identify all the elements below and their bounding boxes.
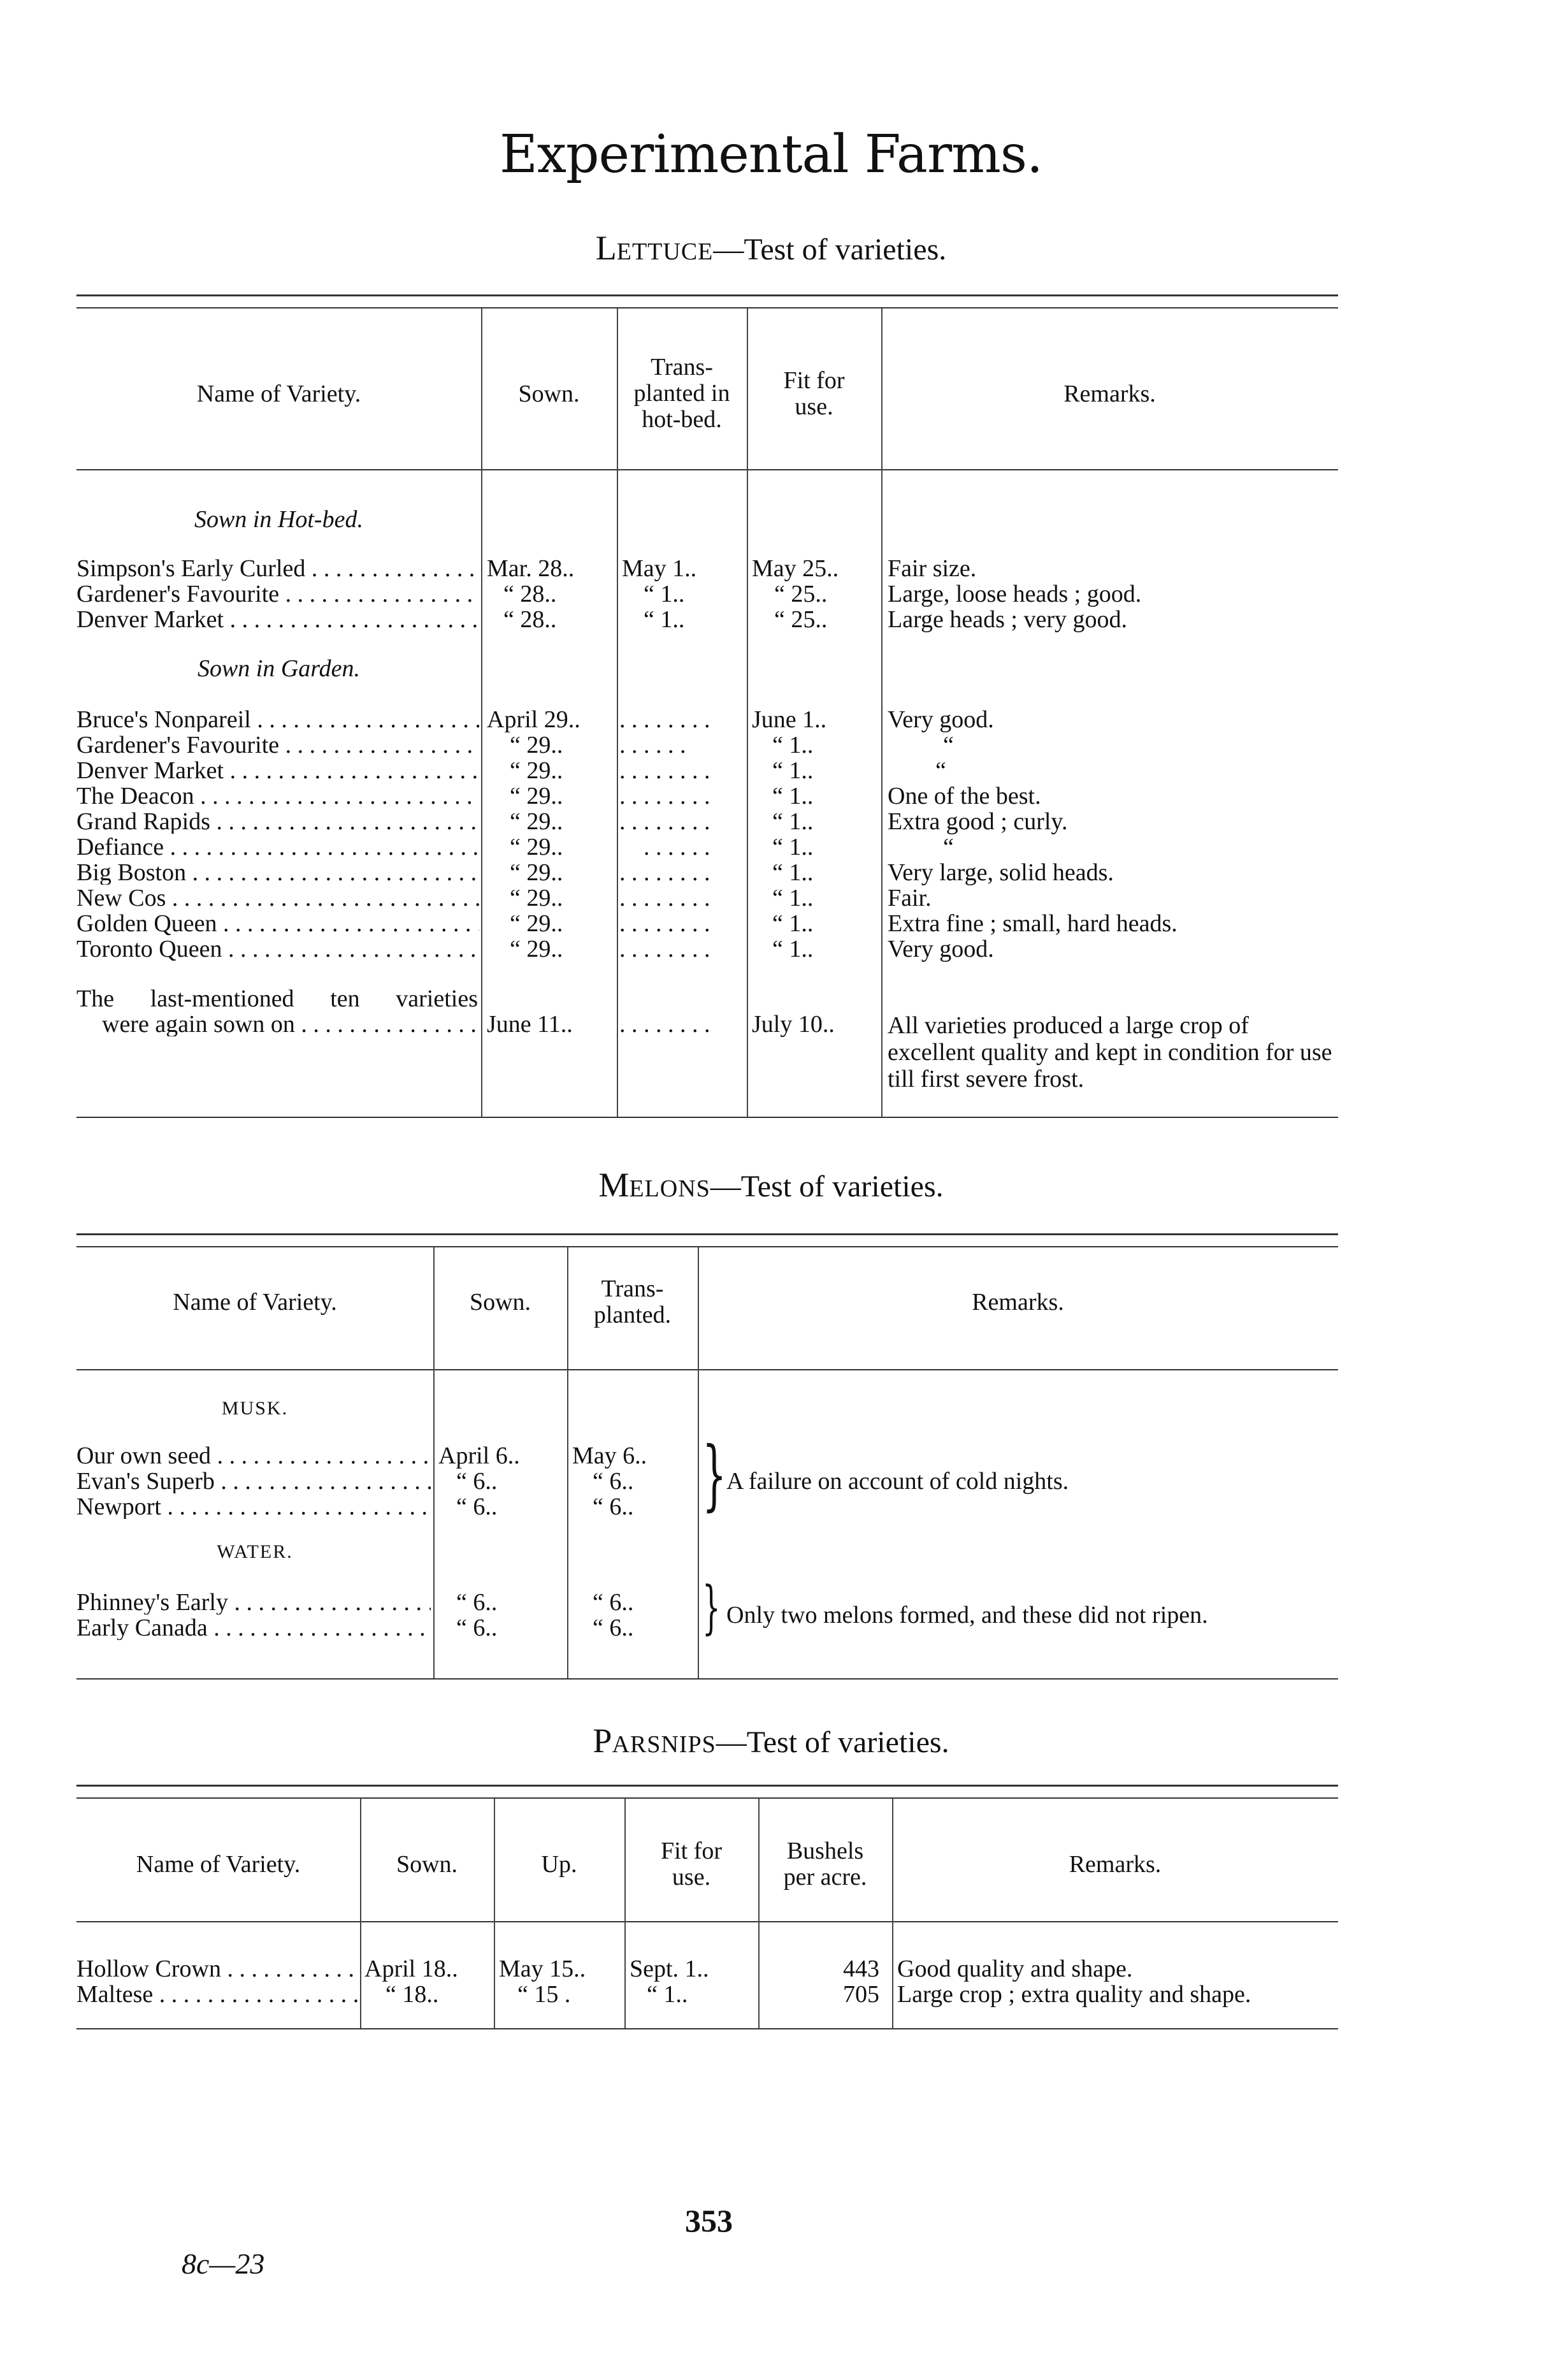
lettuce-hotbed-fit-1: May 25.. [752,555,839,582]
melons-musk-sown-2: “ 6.. [456,1468,498,1495]
lettuce-hotbed-sown-1: Mar. 28.. [487,555,575,582]
parsnips-name-1: Hollow Crown . . . [76,1957,358,1981]
parsnips-up-1: May 15.. [499,1956,586,1982]
parsnips-col-line-2 [494,1799,495,2028]
lettuce-header-rule [76,469,1338,470]
lettuce-resown-sown: June 11.. [487,1011,573,1038]
lettuce-garden-fit-4: “ 1.. [772,783,814,809]
parsnips-top-rule [76,1785,1338,1787]
melons-musk-brace: } [702,1431,727,1520]
parsnips-col-line-3 [624,1799,626,2028]
melons-header-rule [76,1369,1338,1370]
parsnips-table-title [0,1721,1542,1760]
lettuce-garden-remark-4: One of the best. [888,783,1041,809]
parsnips-header-remarks: Remarks. [1069,1851,1162,1878]
melons-water-name-1: Phinney's Early . . . [76,1590,431,1614]
lettuce-garden-sown-7: “ 29.. [510,859,563,886]
melons-musk-trans-1: May 6.. [572,1442,647,1469]
parsnips-title-small-caps: ARSNIPS [612,1731,716,1758]
lettuce-header-remarks: Remarks. [1063,381,1156,407]
melons-water-name-2: Early Canada . . . [76,1616,431,1640]
melons-bottom-rule [76,1678,1338,1680]
melons-water-brace: } [702,1574,721,1641]
lettuce-garden-name-5: Grand Rapids . . . [76,809,479,834]
lettuce-garden-remark-10: Very good. [888,936,994,962]
lettuce-garden-remark-7: Very large, solid heads. [888,859,1114,886]
parsnips-title-initial: P [593,1722,612,1760]
parsnips-bottom-rule [76,2028,1338,2029]
lettuce-garden-sown-4: “ 29.. [510,783,563,809]
lettuce-header-name: Name of Variety. [196,381,361,407]
lettuce-garden-sown-6: “ 29.. [510,834,563,860]
lettuce-resown-line-1: The last-mentioned ten varieties [76,985,478,1012]
parsnips-header-sown: Sown. [396,1851,458,1878]
lettuce-hotbed-remark-1: Fair size. [888,555,977,582]
lettuce-garden-name-6: Defiance . . . [76,835,479,859]
melons-header-name: Name of Variety. [173,1289,337,1316]
lettuce-garden-fit-9: “ 1.. [772,910,814,937]
lettuce-hotbed-name-1: Simpson's Early Curled . . . [76,556,479,581]
melons-musk-name-1: Our own seed . . . [76,1444,431,1468]
melons-musk-remark: A failure on account of cold nights. [726,1468,1069,1495]
lettuce-garden-trans-dots-10: . . . . . . . . [619,936,710,962]
lettuce-garden-sown-1: April 29.. [487,706,580,733]
melons-table-title [0,1165,1542,1205]
melons-header-remarks: Remarks. [972,1289,1064,1316]
lettuce-resown-remark: All varieties produced a large crop of excellent quality and kept in condition for use till first severe frost. [888,1012,1332,1092]
melons-musk-trans-3: “ 6.. [593,1493,634,1520]
lettuce-hotbed-remark-3: Large heads ; very good. [888,606,1128,633]
lettuce-garden-trans-dots-8: . . . . . . . . [619,885,710,911]
melons-musk-name-2: Evan's Superb . . . [76,1469,431,1493]
lettuce-header-sown: Sown. [518,381,580,407]
printer-signature: 8c—23 [182,2247,265,2280]
lettuce-title-rest: —Test of varieties. [713,233,947,266]
parsnips-col-line-5 [892,1799,893,2028]
melons-header-transplanted: Trans- planted. [593,1275,672,1329]
lettuce-hotbed-trans-3: “ 1.. [644,606,685,633]
lettuce-garden-remark-6: “ [943,834,954,860]
lettuce-garden-sown-10: “ 29.. [510,936,563,962]
melons-musk-name-3: Newport . . . [76,1495,431,1519]
melons-section-musk: MUSK. [221,1398,289,1419]
parsnips-title-rest: —Test of varieties. [716,1725,949,1759]
melons-water-sown-1: “ 6.. [456,1589,498,1616]
lettuce-garden-remark-1: Very good. [888,706,994,733]
melons-musk-sown-1: April 6.. [438,1442,520,1469]
lettuce-header-transplanted: Trans- planted in hot-bed. [633,354,730,433]
lettuce-hotbed-trans-2: “ 1.. [644,581,685,607]
lettuce-garden-remark-9: Extra fine ; small, hard heads. [888,910,1178,937]
lettuce-garden-remark-2: “ [943,732,954,758]
lettuce-section-hotbed: Sown in Hot-bed. [194,506,363,533]
lettuce-garden-trans-dots-3: . . . . . . . . [619,757,710,784]
parsnips-fit-1: Sept. 1.. [630,1956,709,1982]
lettuce-garden-trans-dots-9: . . . . . . . . [619,910,710,937]
lettuce-garden-trans-dots-6: . . . . . . [644,834,710,860]
lettuce-garden-sown-3: “ 29.. [510,757,563,784]
parsnips-fit-2: “ 1.. [647,1981,688,2008]
lettuce-garden-fit-1: June 1.. [752,706,827,733]
lettuce-bottom-rule [76,1117,1338,1118]
lettuce-garden-name-4: The Deacon . . . [76,784,479,808]
lettuce-garden-name-1: Bruce's Nonpareil . . . [76,707,479,732]
lettuce-resown-trans-dots: . . . . . . . . [619,1011,710,1038]
lettuce-garden-remark-8: Fair. [888,885,932,911]
lettuce-col-line-3 [747,308,748,1117]
lettuce-garden-name-9: Golden Queen . . . [76,911,479,936]
lettuce-section-garden: Sown in Garden. [197,655,361,682]
lettuce-garden-remark-5: Extra good ; curly. [888,808,1068,835]
lettuce-garden-fit-6: “ 1.. [772,834,814,860]
lettuce-hotbed-fit-3: “ 25.. [774,606,828,633]
parsnips-remark-2: Large crop ; extra quality and shape. [897,1981,1251,2008]
parsnips-remark-1: Good quality and shape. [897,1956,1133,1982]
lettuce-col-line-4 [881,308,883,1117]
lettuce-hotbed-remark-2: Large, loose heads ; good. [888,581,1142,607]
melons-musk-trans-2: “ 6.. [593,1468,634,1495]
melons-top-rule [76,1233,1338,1235]
lettuce-hotbed-trans-1: May 1.. [622,555,697,582]
melons-water-remark: Only two melons formed, and these did not ripen. [726,1602,1208,1629]
lettuce-title-initial: L [595,229,617,267]
lettuce-garden-trans-dots-7: . . . . . . . . [619,859,710,886]
parsnips-header-rule [76,1921,1338,1922]
parsnips-name-2: Maltese . . . [76,1982,358,2006]
lettuce-garden-sown-8: “ 29.. [510,885,563,911]
lettuce-garden-name-3: Denver Market . . . [76,758,479,783]
parsnips-col-line-1 [360,1799,361,2028]
lettuce-hotbed-name-2: Gardener's Favourite . . . [76,582,479,606]
lettuce-garden-name-10: Toronto Queen . . . [76,937,479,961]
page-number: 353 [685,2203,733,2239]
lettuce-hotbed-sown-2: “ 28.. [503,581,557,607]
lettuce-hotbed-name-3: Denver Market . . . [76,607,479,632]
melons-water-sown-2: “ 6.. [456,1614,498,1641]
parsnips-header-up: Up. [541,1851,577,1878]
lettuce-garden-fit-3: “ 1.. [772,757,814,784]
parsnips-up-2: “ 15 . [517,1981,571,2008]
lettuce-garden-trans-dots-1: . . . . . . . . [619,706,710,733]
lettuce-garden-fit-8: “ 1.. [772,885,814,911]
melons-title-small-caps: ELONS [629,1175,710,1202]
lettuce-garden-fit-2: “ 1.. [772,732,814,758]
lettuce-resown-fit: July 10.. [752,1011,835,1038]
lettuce-col-line-1 [481,308,482,1117]
lettuce-top-rule [76,294,1338,296]
parsnips-header-fit: Fit for use. [660,1838,723,1891]
melons-musk-sown-3: “ 6.. [456,1493,498,1520]
lettuce-garden-sown-9: “ 29.. [510,910,563,937]
lettuce-table-title [0,228,1542,268]
melons-section-water: WATER. [217,1541,293,1562]
parsnips-header-bushels: Bushels per acre. [783,1838,867,1891]
lettuce-resown-line-2: were again sown on . . . [102,1012,479,1036]
lettuce-garden-name-7: Big Boston . . . [76,860,479,885]
lettuce-garden-trans-dots-4: . . . . . . . . [619,783,710,809]
melons-title-initial: M [598,1166,630,1204]
lettuce-header-fit: Fit for use. [783,367,845,421]
melons-water-trans-1: “ 6.. [593,1589,634,1616]
page-title: Experimental Farms. [499,124,1043,185]
melons-top-rule-2 [76,1246,1338,1247]
lettuce-garden-sown-2: “ 29.. [510,732,563,758]
lettuce-garden-trans-dots-2: . . . . . . [619,732,686,758]
lettuce-garden-trans-dots-5: . . . . . . . . [619,808,710,835]
lettuce-garden-fit-10: “ 1.. [772,936,814,962]
parsnips-sown-2: “ 18.. [386,1981,439,2008]
parsnips-bushels-1: 443 [843,1956,879,1982]
lettuce-garden-fit-7: “ 1.. [772,859,814,886]
parsnips-bushels-2: 705 [843,1981,879,2008]
lettuce-top-rule-2 [76,307,1338,308]
parsnips-header-name: Name of Variety. [136,1851,301,1878]
melons-water-trans-2: “ 6.. [593,1614,634,1641]
parsnips-top-rule-2 [76,1797,1338,1799]
lettuce-garden-sown-5: “ 29.. [510,808,563,835]
lettuce-hotbed-sown-3: “ 28.. [503,606,557,633]
lettuce-garden-name-2: Gardener's Favourite . . . [76,733,479,757]
parsnips-sown-1: April 18.. [364,1956,458,1982]
lettuce-garden-fit-5: “ 1.. [772,808,814,835]
lettuce-title-small-caps: ETTUCE [616,238,714,265]
lettuce-garden-remark-3: “ [935,757,946,784]
lettuce-hotbed-fit-2: “ 25.. [774,581,828,607]
lettuce-garden-name-8: New Cos . . . [76,886,479,910]
melons-header-sown: Sown. [469,1289,531,1316]
melons-title-rest: —Test of varieties. [710,1170,944,1203]
